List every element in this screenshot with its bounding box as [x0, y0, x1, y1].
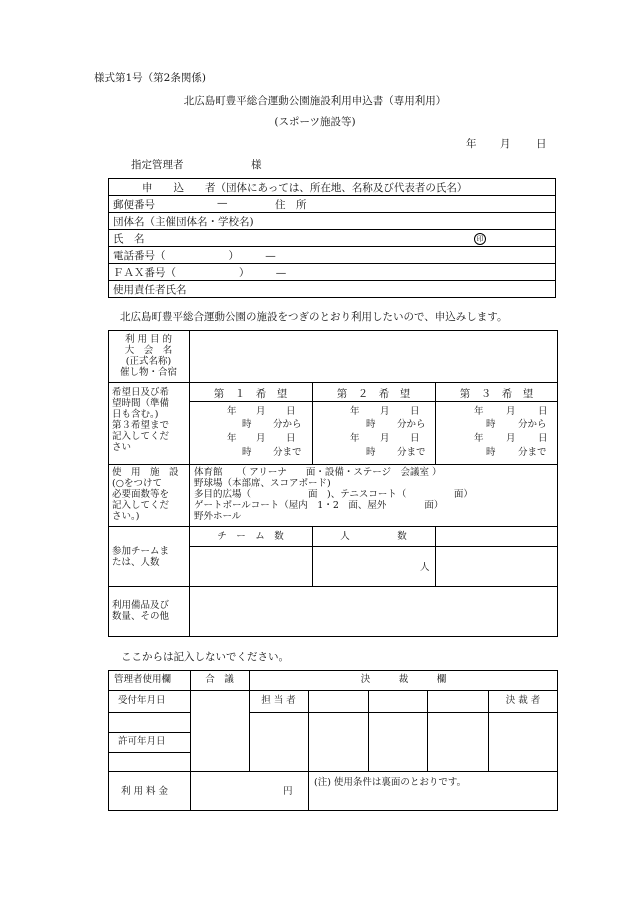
approver-label: 決 裁 者: [505, 695, 541, 706]
facility-multipurpose: 多目的広場（ 面 )、テニスコート（ 面）: [194, 489, 473, 500]
team-count-header: チ ー ム 数: [217, 531, 284, 542]
form-subtitle: (スポーツ施設等): [274, 116, 356, 128]
purpose-label-4: 催し物・合宿: [119, 367, 177, 378]
council-label: 合 議: [205, 674, 234, 685]
manager-use-label: 管理者使用欄: [114, 674, 172, 685]
team-label-2: たは、人数: [112, 557, 160, 568]
choice-3-month-2: 月: [506, 433, 516, 444]
office-table: [108, 670, 558, 811]
choice-1-year-1: 年: [227, 406, 237, 417]
choice-2-day-2: 日: [410, 433, 420, 444]
choice-1-month-1: 月: [256, 406, 266, 417]
choice-2-hour-2: 時: [366, 447, 376, 458]
date-label-3: 日も含む。): [112, 409, 159, 420]
name-label: 氏 名: [113, 233, 145, 245]
form-title: 北広島町豊平総合運動公園施設利用申込書（専用利用）: [183, 95, 447, 107]
choice-1-hour-2: 時: [242, 447, 252, 458]
choice-1-day-1: 日: [286, 406, 296, 417]
choice-1-year-2: 年: [227, 433, 237, 444]
choice-3-day-1: 日: [538, 406, 548, 417]
choice-1-from: 分から: [273, 419, 302, 430]
choice-1-header: 第 １ 希 望: [213, 388, 288, 400]
approval-header: 決 裁 欄: [360, 674, 447, 685]
facility-label-1: 使 用 施 設: [112, 467, 179, 478]
date-label-2: 望時間（準備: [112, 398, 170, 409]
facility-label-4: 記入してくだ: [112, 500, 170, 511]
choice-2-from: 分から: [397, 419, 426, 430]
choice-3-hour-2: 時: [486, 447, 496, 458]
responsible-person-label: 使用責任者氏名: [113, 284, 187, 296]
purpose-label-3: (正式名称): [125, 356, 172, 367]
conditions-note: (注) 使用条件は裏面のとおりです。: [314, 777, 467, 788]
facility-outdoor-hall: 野外ホール: [194, 511, 242, 522]
choice-1-month-2: 月: [256, 433, 266, 444]
applicant-header: 申 込 者（団体にあっては、所在地、名称及び代表者の氏名）: [142, 182, 468, 194]
date-label-5: 記入してくだ: [112, 431, 170, 442]
choice-2-hour-1: 時: [366, 419, 376, 430]
choice-3-year-1: 年: [474, 406, 484, 417]
date-label-1: 希望日及び希: [112, 387, 170, 398]
fee-label: 利 用 料 金: [121, 786, 169, 797]
facility-label-5: さい。): [112, 511, 140, 522]
choice-2-header: 第 ２ 希 望: [336, 388, 411, 400]
choice-3-hour-1: 時: [486, 419, 496, 430]
addressee: 指定管理者: [131, 159, 184, 171]
staff-label: 担 当 者: [261, 695, 296, 706]
group-name-label: 団体名（主催団体名・学校名): [113, 216, 254, 228]
form-number: 様式第1号（第2条関係): [94, 72, 206, 84]
facility-gateball: ゲートボールコート（屋内 1・2 面、屋外 面）: [194, 500, 444, 511]
facility-baseball: 野球場（本部席、スコアボード): [194, 478, 331, 489]
choice-2-month-2: 月: [380, 433, 390, 444]
choice-3-year-2: 年: [474, 433, 484, 444]
facility-label-2: (○をつけて: [112, 478, 162, 489]
people-count-header: 人 数: [340, 531, 407, 542]
choice-2-year-1: 年: [350, 406, 360, 417]
choice-3-month-1: 月: [506, 406, 516, 417]
choice-2-month-1: 月: [380, 406, 390, 417]
choice-3-until: 分まで: [518, 447, 547, 458]
date-label-4: 第３希望まで: [112, 420, 170, 431]
choice-3-from: 分から: [518, 419, 547, 430]
equipment-label-1: 利用備品及び: [112, 600, 170, 611]
choice-2-year-2: 年: [350, 433, 360, 444]
choice-1-until: 分まで: [273, 447, 302, 458]
received-date-label: 受付年月日: [118, 695, 166, 706]
choice-1-hour-1: 時: [242, 419, 252, 430]
choice-2-until: 分まで: [397, 447, 426, 458]
addressee-suffix: 様: [251, 159, 262, 171]
people-unit: 人: [420, 562, 430, 573]
purpose-label-2: 大 会 名: [124, 345, 173, 356]
date-day-label: 日: [536, 138, 547, 150]
seal-icon: 印: [474, 233, 486, 245]
choice-1-day-2: 日: [286, 433, 296, 444]
seal-mark: [474, 232, 486, 245]
equipment-label-2: 数量、その他: [112, 611, 170, 622]
fax-label: ＦＡＸ番号（ ） —: [113, 267, 287, 279]
permitted-date-label: 許可年月日: [118, 736, 166, 747]
choice-3-day-2: 日: [538, 433, 548, 444]
fee-unit: 円: [283, 786, 293, 797]
date-month-label: 月: [500, 138, 511, 150]
phone-label: 電話番号（ ） —: [113, 250, 276, 262]
choice-2-day-1: 日: [410, 406, 420, 417]
intro-text: 北広島町豊平総合運動公園の施設をつぎのとおり利用したいので、申込みします。: [120, 311, 508, 323]
date-year-label: 年: [466, 138, 477, 150]
team-label-1: 参加チームま: [112, 546, 170, 557]
postal-code-dash: —: [217, 197, 228, 209]
office-note: ここからは記入しないでください。: [121, 651, 289, 663]
facility-label-3: 必要面数等を: [112, 489, 170, 500]
purpose-label-1: 利 用 目 的: [124, 334, 173, 345]
facility-gym: 体育館 （ アリーナ 面・設備・ステージ 会議室 ）: [194, 467, 442, 478]
postal-code-label: 郵便番号: [113, 199, 155, 211]
date-label-6: さい: [112, 442, 132, 453]
choice-3-header: 第 ３ 希 望: [459, 388, 534, 400]
address-label: 住 所: [275, 199, 307, 211]
